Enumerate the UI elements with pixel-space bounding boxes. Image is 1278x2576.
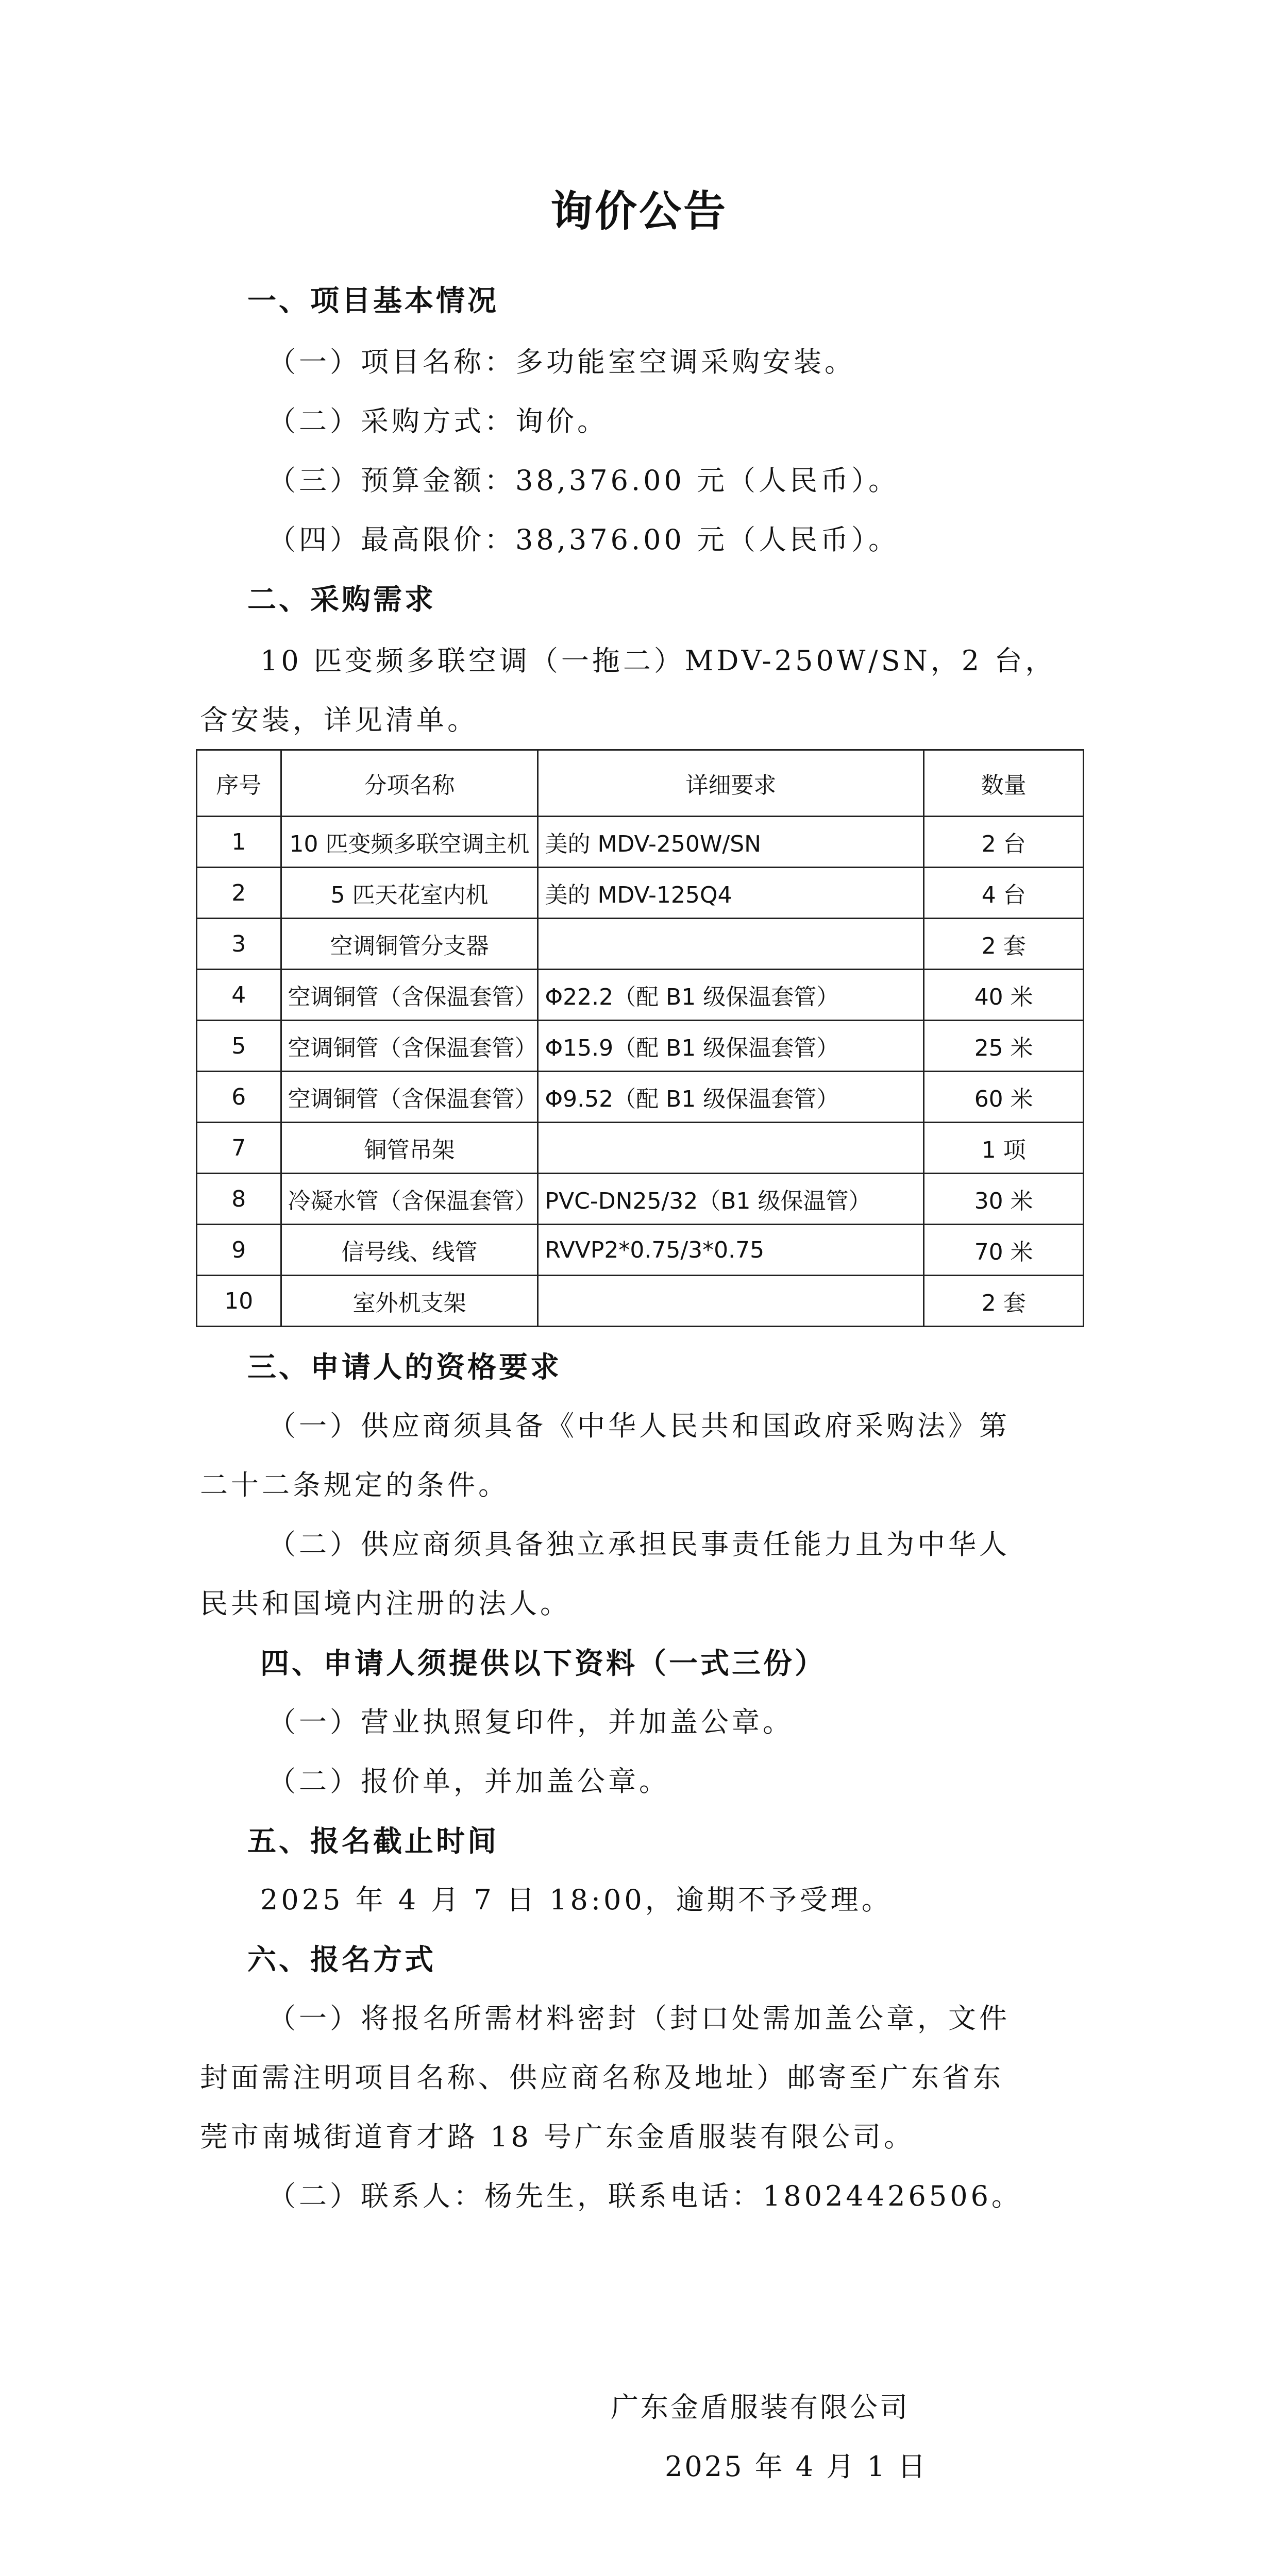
table-row <box>197 817 1084 868</box>
cell-name: 空调铜管（含保温套管） <box>281 1072 538 1123</box>
requirements-table <box>196 749 1084 1327</box>
header-quantity: 数量 <box>924 750 1084 817</box>
cell-quantity: 4 台 <box>924 868 1084 919</box>
cell-no: 8 <box>197 1174 281 1225</box>
cell-name: 信号线、线管 <box>281 1225 538 1276</box>
section2-heading: 二、采购需求 <box>247 583 436 617</box>
header-requirement: 详细要求 <box>538 750 924 817</box>
cell-no: 10 <box>197 1276 281 1327</box>
cell-name: 铜管吊架 <box>281 1123 538 1174</box>
cell-quantity: 2 套 <box>924 1276 1084 1327</box>
cell-requirement: Φ22.2（配 B1 级保温套管） <box>538 970 924 1021</box>
budget-amount-line: （三）预算金额：38,376.00 元（人民币）。 <box>268 464 899 497</box>
table-row <box>197 1021 1084 1072</box>
table-row <box>197 1276 1084 1327</box>
cell-no: 7 <box>197 1123 281 1174</box>
section6-heading: 六、报名方式 <box>247 1943 436 1977</box>
table-row <box>197 1123 1084 1174</box>
qualification-1-line2: 二十二条规定的条件。 <box>200 1469 509 1501</box>
section3-heading: 三、申请人的资格要求 <box>247 1351 562 1384</box>
signature-company: 广东金盾服装有限公司 <box>611 2391 910 2424</box>
cell-no: 3 <box>197 919 281 970</box>
cell-no: 9 <box>197 1225 281 1276</box>
cell-name: 冷凝水管（含保温套管） <box>281 1174 538 1225</box>
header-no: 序号 <box>197 750 281 817</box>
deadline-line: 2025 年 4 月 7 日 18:00，逾期不予受理。 <box>260 1884 893 1916</box>
cell-quantity: 2 台 <box>924 817 1084 868</box>
cell-name: 室外机支架 <box>281 1276 538 1327</box>
document-item-2: （二）报价单，并加盖公章。 <box>268 1765 670 1798</box>
requirement-intro-line1: 10 匹变频多联空调（一拖二）MDV-250W/SN，2 台， <box>260 645 1056 677</box>
table-row <box>197 970 1084 1021</box>
document-item-1: （一）营业执照复印件，并加盖公章。 <box>268 1706 794 1738</box>
cell-name: 空调铜管分支器 <box>281 919 538 970</box>
cell-requirement <box>538 919 924 970</box>
cell-no: 4 <box>197 970 281 1021</box>
cell-no: 5 <box>197 1021 281 1072</box>
cell-requirement <box>538 1276 924 1327</box>
cell-name: 5 匹天花室内机 <box>281 868 538 919</box>
cell-quantity: 25 米 <box>924 1021 1084 1072</box>
cell-name: 空调铜管（含保温套管） <box>281 970 538 1021</box>
cell-requirement: 美的 MDV-125Q4 <box>538 868 924 919</box>
registration-method-line1: （一）将报名所需材料密封（封口处需加盖公章，文件 <box>268 2002 1010 2035</box>
signature-date: 2025 年 4 月 1 日 <box>665 2450 928 2483</box>
cell-no: 6 <box>197 1072 281 1123</box>
section4-heading: 四、申请人须提供以下资料（一式三份） <box>260 1647 826 1681</box>
qualification-2-line2: 民共和国境内注册的法人。 <box>200 1587 571 1620</box>
cell-quantity: 40 米 <box>924 970 1084 1021</box>
cell-quantity: 1 项 <box>924 1123 1084 1174</box>
cell-requirement: 美的 MDV-250W/SN <box>538 817 924 868</box>
cell-no: 2 <box>197 868 281 919</box>
cell-quantity: 30 米 <box>924 1174 1084 1225</box>
table-header-row <box>197 750 1084 817</box>
table-row <box>197 1072 1084 1123</box>
cell-requirement: PVC-DN25/32（B1 级保温管） <box>538 1174 924 1225</box>
table-row <box>197 1174 1084 1225</box>
section5-heading: 五、报名截止时间 <box>247 1825 499 1858</box>
table-row <box>197 1225 1084 1276</box>
contact-line: （二）联系人：杨先生，联系电话：18024426506。 <box>268 2180 1022 2212</box>
procurement-method-line: （二）采购方式：询价。 <box>268 405 608 437</box>
cell-quantity: 60 米 <box>924 1072 1084 1123</box>
price-cap-line: （四）最高限价：38,376.00 元（人民币）。 <box>268 523 899 556</box>
cell-requirement: Φ9.52（配 B1 级保温套管） <box>538 1072 924 1123</box>
cell-name: 10 匹变频多联空调主机 <box>281 817 538 868</box>
cell-name: 空调铜管（含保温套管） <box>281 1021 538 1072</box>
cell-requirement: Φ15.9（配 B1 级保温套管） <box>538 1021 924 1072</box>
cell-requirement <box>538 1123 924 1174</box>
qualification-2-line1: （二）供应商须具备独立承担民事责任能力且为中华人 <box>268 1528 1010 1561</box>
project-name-line: （一）项目名称：多功能室空调采购安装。 <box>268 346 855 378</box>
registration-method-line3: 莞市南城街道育才路 18 号广东金盾服装有限公司。 <box>200 2121 915 2153</box>
registration-method-line2: 封面需注明项目名称、供应商名称及地址）邮寄至广东省东 <box>200 2061 1004 2094</box>
requirement-intro-line2: 含安装，详见清单。 <box>200 704 478 736</box>
table-row <box>197 868 1084 919</box>
page-title: 询价公告 <box>550 187 728 236</box>
header-name: 分项名称 <box>281 750 538 817</box>
cell-quantity: 2 套 <box>924 919 1084 970</box>
cell-requirement: RVVP2*0.75/3*0.75 <box>538 1225 924 1276</box>
table-row <box>197 919 1084 970</box>
qualification-1-line1: （一）供应商须具备《中华人民共和国政府采购法》第 <box>268 1410 1010 1442</box>
cell-quantity: 70 米 <box>924 1225 1084 1276</box>
cell-no: 1 <box>197 817 281 868</box>
section1-heading: 一、项目基本情况 <box>247 284 499 318</box>
